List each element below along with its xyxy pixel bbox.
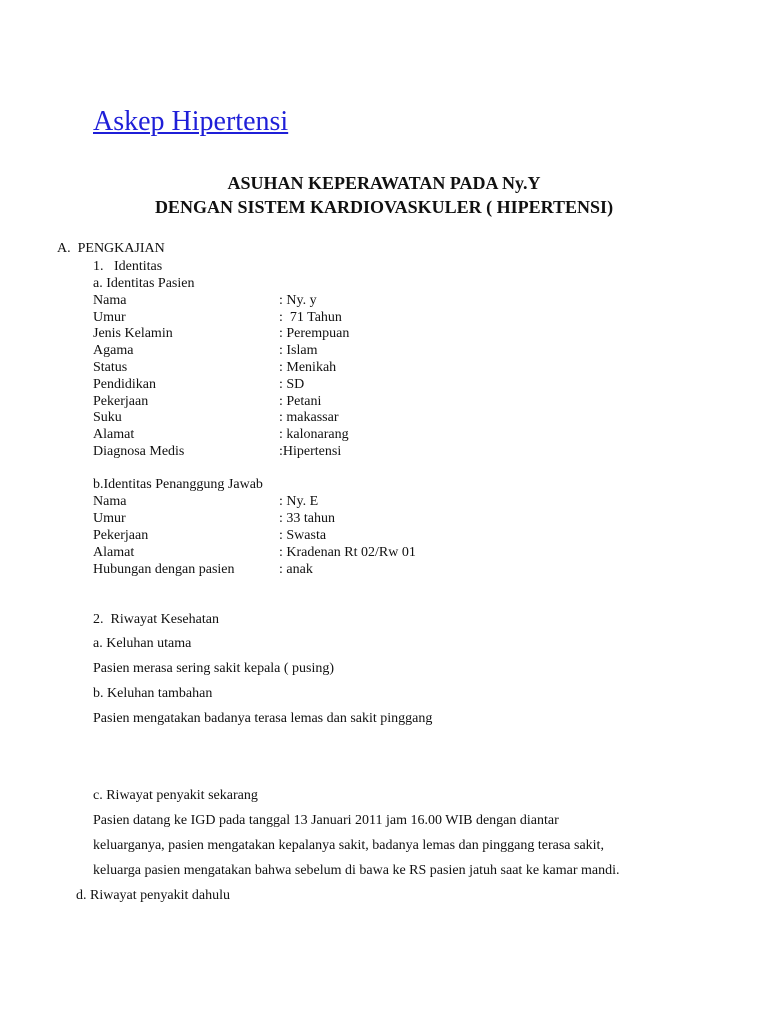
keluhan-utama-label: a. Keluhan utama <box>93 636 192 651</box>
field-value: : Perempuan <box>279 326 350 341</box>
title-link[interactable]: Askep Hipertensi <box>93 106 289 137</box>
section-pengkajian: A. PENGKAJIAN <box>57 241 165 256</box>
field-value: : anak <box>279 562 313 577</box>
field-label: Umur <box>93 511 126 526</box>
field-label: Diagnosa Medis <box>93 444 185 459</box>
subsection-penanggung-jawab: b.Identitas Penanggung Jawab <box>93 477 263 492</box>
field-value: : Petani <box>279 394 322 409</box>
field-label: Alamat <box>93 427 135 442</box>
field-value: : SD <box>279 377 305 392</box>
field-label: Nama <box>93 494 127 509</box>
riwayat-sekarang-line: Pasien datang ke IGD pada tanggal 13 Januari 2011 jam 16.00 WIB dengan diantar <box>93 813 559 828</box>
field-value: : Islam <box>279 343 318 358</box>
keluhan-tambahan-text: Pasien mengatakan badanya terasa lemas dan sakit pinggang <box>93 711 433 726</box>
field-label: Pendidikan <box>93 377 156 392</box>
field-label: Nama <box>93 293 127 308</box>
keluhan-utama-text: Pasien merasa sering sakit kepala ( pusing) <box>93 661 335 676</box>
subsection-riwayat-kesehatan: 2. Riwayat Kesehatan <box>93 612 219 627</box>
field-value: : 71 Tahun <box>279 310 342 325</box>
field-value: : Ny. y <box>279 293 317 308</box>
field-label: Pekerjaan <box>93 528 149 543</box>
field-value: : Menikah <box>279 360 337 375</box>
field-value: : makassar <box>279 410 339 425</box>
subsection-identitas: 1. Identitas <box>93 259 163 274</box>
heading-line-1: ASUHAN KEPERAWATAN PADA Ny.Y <box>227 173 541 193</box>
field-value: : Kradenan Rt 02/Rw 01 <box>279 545 416 560</box>
riwayat-sekarang-line: keluarganya, pasien mengatakan kepalanya sakit, badanya lemas dan pinggang terasa sakit, <box>93 838 604 853</box>
field-label: Pekerjaan <box>93 394 149 409</box>
field-value: : 33 tahun <box>279 511 335 526</box>
field-value: : Swasta <box>279 528 327 543</box>
field-value: : kalonarang <box>279 427 349 442</box>
riwayat-sekarang-line: keluarga pasien mengatakan bahwa sebelum di bawa ke RS pasien jatuh saat ke kamar mandi. <box>93 863 620 878</box>
subsection-identitas-pasien: a. Identitas Pasien <box>93 276 195 291</box>
field-label: Umur <box>93 310 126 325</box>
field-value: : Ny. E <box>279 494 319 509</box>
riwayat-sekarang-label: c. Riwayat penyakit sekarang <box>93 788 258 803</box>
field-value: :Hipertensi <box>279 444 342 459</box>
keluhan-tambahan-label: b. Keluhan tambahan <box>93 686 213 701</box>
field-label: Hubungan dengan pasien <box>93 562 235 577</box>
field-label: Alamat <box>93 545 135 560</box>
field-label: Suku <box>93 410 122 425</box>
riwayat-dahulu-label: d. Riwayat penyakit dahulu <box>76 888 230 903</box>
field-label: Status <box>93 360 128 375</box>
field-label: Jenis Kelamin <box>93 326 173 341</box>
heading-line-2: DENGAN SISTEM KARDIOVASKULER ( HIPERTENSI) <box>154 197 614 217</box>
field-label: Agama <box>93 343 134 358</box>
